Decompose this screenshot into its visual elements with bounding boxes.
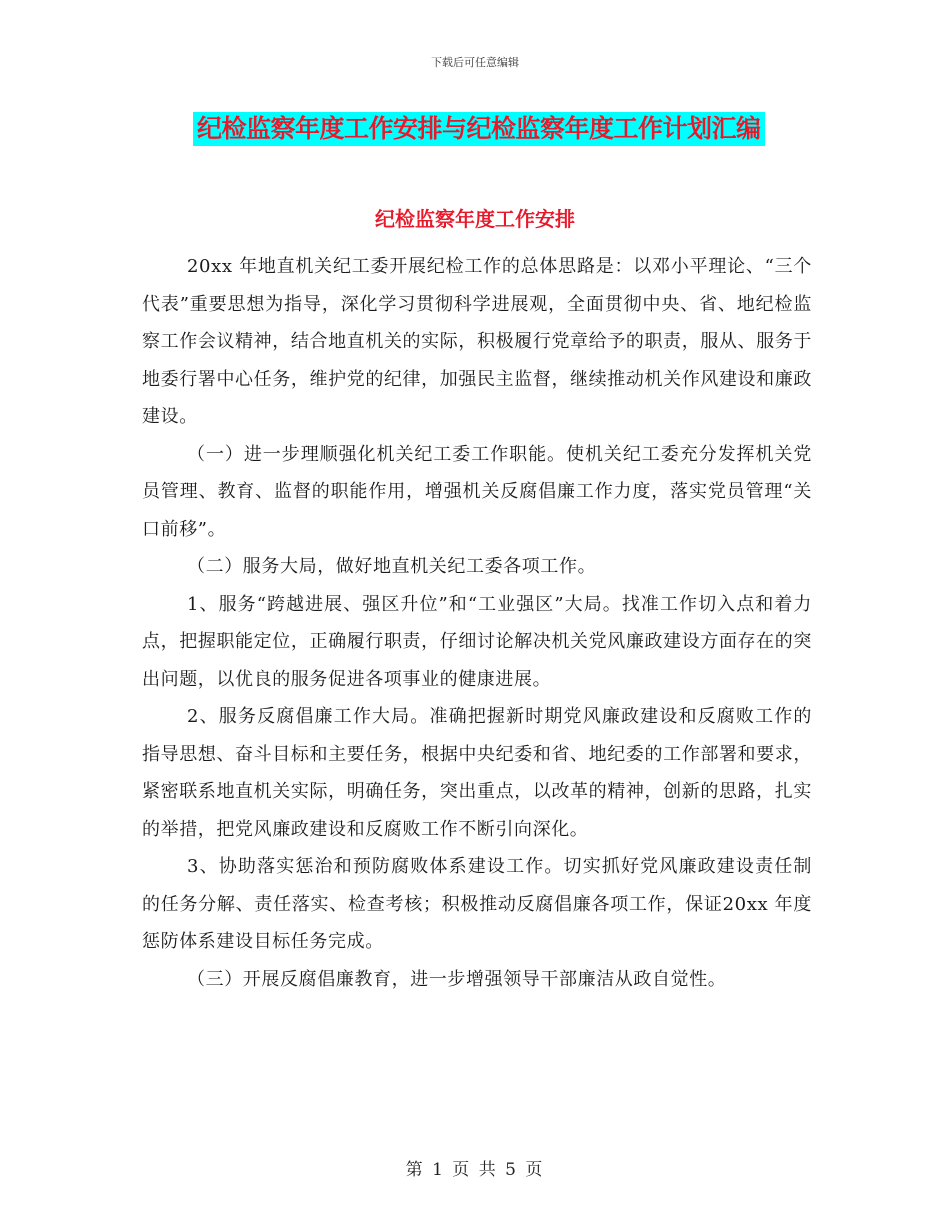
document-main-title: 纪检监察年度工作安排与纪检监察年度工作计划汇编 [193,112,765,146]
paragraph: （二）服务大局，做好地直机关纪工委各项工作。 [187,556,597,577]
paragraph: 20xx 年地直机关纪工委开展纪检工作的总体思路是：以邓小平理论、“三个代表”重要思想为指导，深化学习贯彻科学进展观，全面贯彻中央、省、地纪检监察工作会议精神，结合地直机关的实际，积极履行党章给予的职责，服从、服务于地委行署中心任务，维护党的纪律，加强民主监督，继续推动机关作风建设和廉政建设。 [142,256,812,427]
paragraph: （一）进一步理顺强化机关纪工委工作职能。使机关纪工委充分发挥机关党员管理、教育、监督的职能作用，增强机关反腐倡廉工作力度，落实党员管理“关口前移”。 [142,443,812,540]
header-note: 下载后可任意编辑 [431,56,519,69]
page-footer: 第 1 页 共 5 页 [405,1160,545,1180]
paragraph: 2、服务反腐倡廉工作大局。准确把握新时期党风廉政建设和反腐败工作的指导思想、奋斗目标和主要任务，根据中央纪委和省、地纪委的工作部署和要求，紧密联系地直机关实际，明确任务，突出重点，以改革的精神，创新的思路，扎实的举措，把党风廉政建设和反腐败工作不断引向深化。 [142,706,812,840]
paragraph: 1、服务“跨越进展、强区升位”和“工业强区”大局。找准工作切入点和着力点，把握职能定位，正确履行职责，仔细讨论解决机关党风廉政建设方面存在的突出问题，以优良的服务促进各项事业的健康进展。 [142,593,812,690]
section-title: 纪检监察年度工作安排 [375,207,575,231]
document-body [142,248,812,998]
paragraph: （三）开展反腐倡廉教育，进一步增强领导干部廉洁从政自觉性。 [187,968,727,990]
paragraph: 3、协助落实惩治和预防腐败体系建设工作。切实抓好党风廉政建设责任制的任务分解、责任落实、检查考核；积极推动反腐倡廉各项工作，保证20xx 年度惩防体系建设目标任务完成。 [142,856,812,952]
